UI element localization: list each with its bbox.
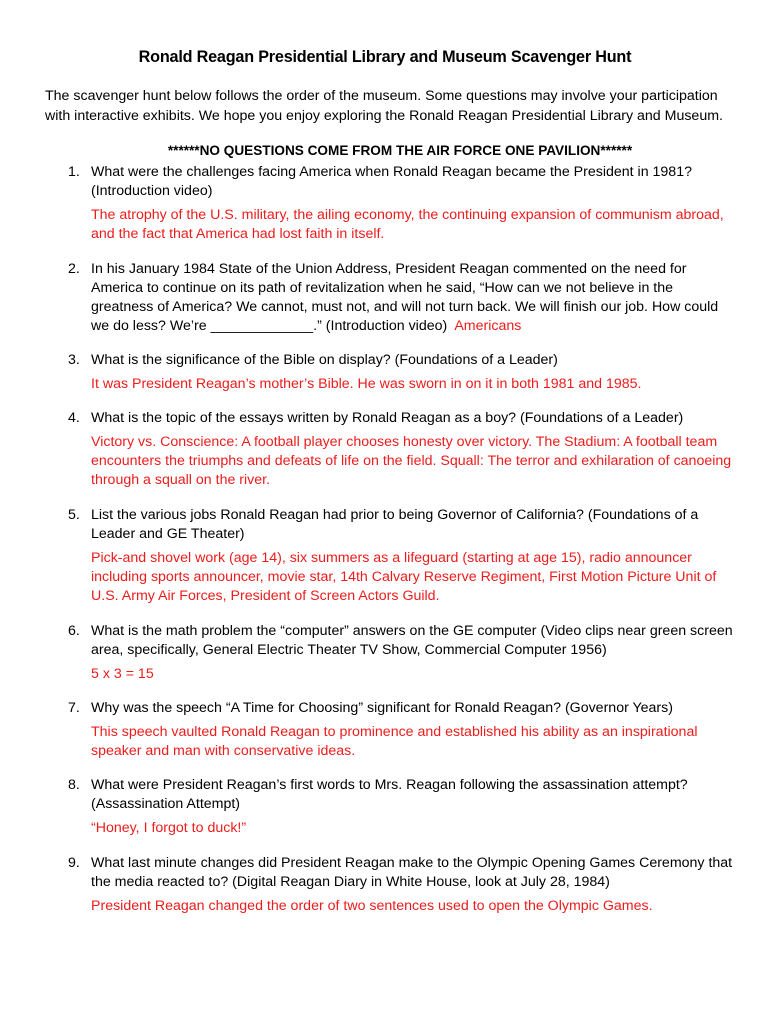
question-text: What last minute changes did President Reagan make to the Olympic Opening Games Ceremony that the media reacted to? (Digital Reagan Diary in White House, look at July 28, 1984) bbox=[91, 855, 733, 890]
question-item-9 bbox=[68, 854, 738, 916]
question-text bbox=[91, 260, 738, 336]
intro-paragraph: The scavenger hunt below follows the order of the museum. Some questions may involve your participation with interactive exhibits. We hope you enjoy exploring the Ronald Reagan Presidential Library and Museum. bbox=[45, 88, 723, 124]
question-number: 1. bbox=[68, 164, 80, 180]
question-item-5 bbox=[68, 506, 738, 606]
answer-text: This speech vaulted Ronald Reagan to prominence and established his ability as an inspirational speaker and man with conservative ideas. bbox=[91, 724, 698, 759]
question-item-6 bbox=[68, 622, 738, 684]
question-text: What is the math problem the “computer” answers on the GE computer (Video clips near green screen area, specifically, General Electric Theater TV Show, Commercial Computer 1956) bbox=[91, 623, 733, 658]
question-text: What were the challenges facing America when Ronald Reagan became the President in 1981? (Introduction video) bbox=[91, 164, 692, 199]
question-item-7 bbox=[68, 699, 738, 761]
answer-text: Americans bbox=[454, 318, 522, 334]
air-force-one-notice: ******NO QUESTIONS COME FROM THE AIR FORCE ONE PAVILION****** bbox=[167, 143, 633, 158]
answer-text: The atrophy of the U.S. military, the ailing economy, the continuing expansion of communism abroad, and the fact that America had lost faith in itself. bbox=[91, 207, 724, 242]
question-number: 6. bbox=[68, 623, 80, 639]
document-title: Ronald Reagan Presidential Library and Museum Scavenger Hunt bbox=[138, 48, 632, 66]
question-item-8 bbox=[68, 776, 738, 838]
question-item-1 bbox=[68, 163, 738, 244]
answer-text: Victory vs. Conscience: A football player chooses honesty over victory. The Stadium: A football team encounters the triumphs and defeats of life on the field. Squall: The terror and exhilaration of canoeing through a squall on the river. bbox=[91, 434, 732, 488]
question-text-content: In his January 1984 State of the Union Address, President Reagan commented on the need for America to continue on its path of revitalization when he said, “How can we not believe in the greatness of America? We cannot, must not, and will not turn back. We will finish our job. How could we do less? We’re _____________.” (Introduction video) bbox=[91, 261, 719, 334]
question-item-4 bbox=[68, 409, 738, 490]
question-text: What is the significance of the Bible on display? (Foundations of a Leader) bbox=[91, 352, 558, 368]
question-text: What were President Reagan’s first words to Mrs. Reagan following the assassination attempt? (Assassination Attempt) bbox=[91, 777, 688, 812]
question-number: 5. bbox=[68, 507, 80, 523]
question-number: 8. bbox=[68, 777, 80, 793]
question-number: 4. bbox=[68, 410, 80, 426]
question-number: 3. bbox=[68, 352, 80, 368]
question-number: 7. bbox=[68, 700, 80, 716]
question-item-2 bbox=[68, 260, 738, 336]
answer-text: Pick-and shovel work (age 14), six summers as a lifeguard (starting at age 15), radio announcer including sports announcer, movie star, 14th Calvary Reserve Regiment, First Motion Picture Unit of U.S. Army Air Forces, President of Screen Actors Guild. bbox=[91, 550, 717, 604]
answer-text: “Honey, I forgot to duck!” bbox=[91, 820, 247, 836]
answer-text: It was President Reagan’s mother’s Bible. He was sworn in on it in both 1981 and 1985. bbox=[91, 376, 642, 392]
answer-text: President Reagan changed the order of two sentences used to open the Olympic Games. bbox=[91, 898, 653, 914]
answer-text: 5 x 3 = 15 bbox=[91, 666, 154, 682]
question-text: List the various jobs Ronald Reagan had prior to being Governor of California? (Foundations of a Leader and GE Theater) bbox=[91, 507, 699, 542]
question-number: 2. bbox=[68, 261, 80, 277]
question-number: 9. bbox=[68, 855, 80, 871]
question-text: What is the topic of the essays written by Ronald Reagan as a boy? (Foundations of a Leader) bbox=[91, 410, 684, 426]
question-text: Why was the speech “A Time for Choosing” significant for Ronald Reagan? (Governor Years) bbox=[91, 700, 673, 716]
question-item-3 bbox=[68, 351, 738, 394]
